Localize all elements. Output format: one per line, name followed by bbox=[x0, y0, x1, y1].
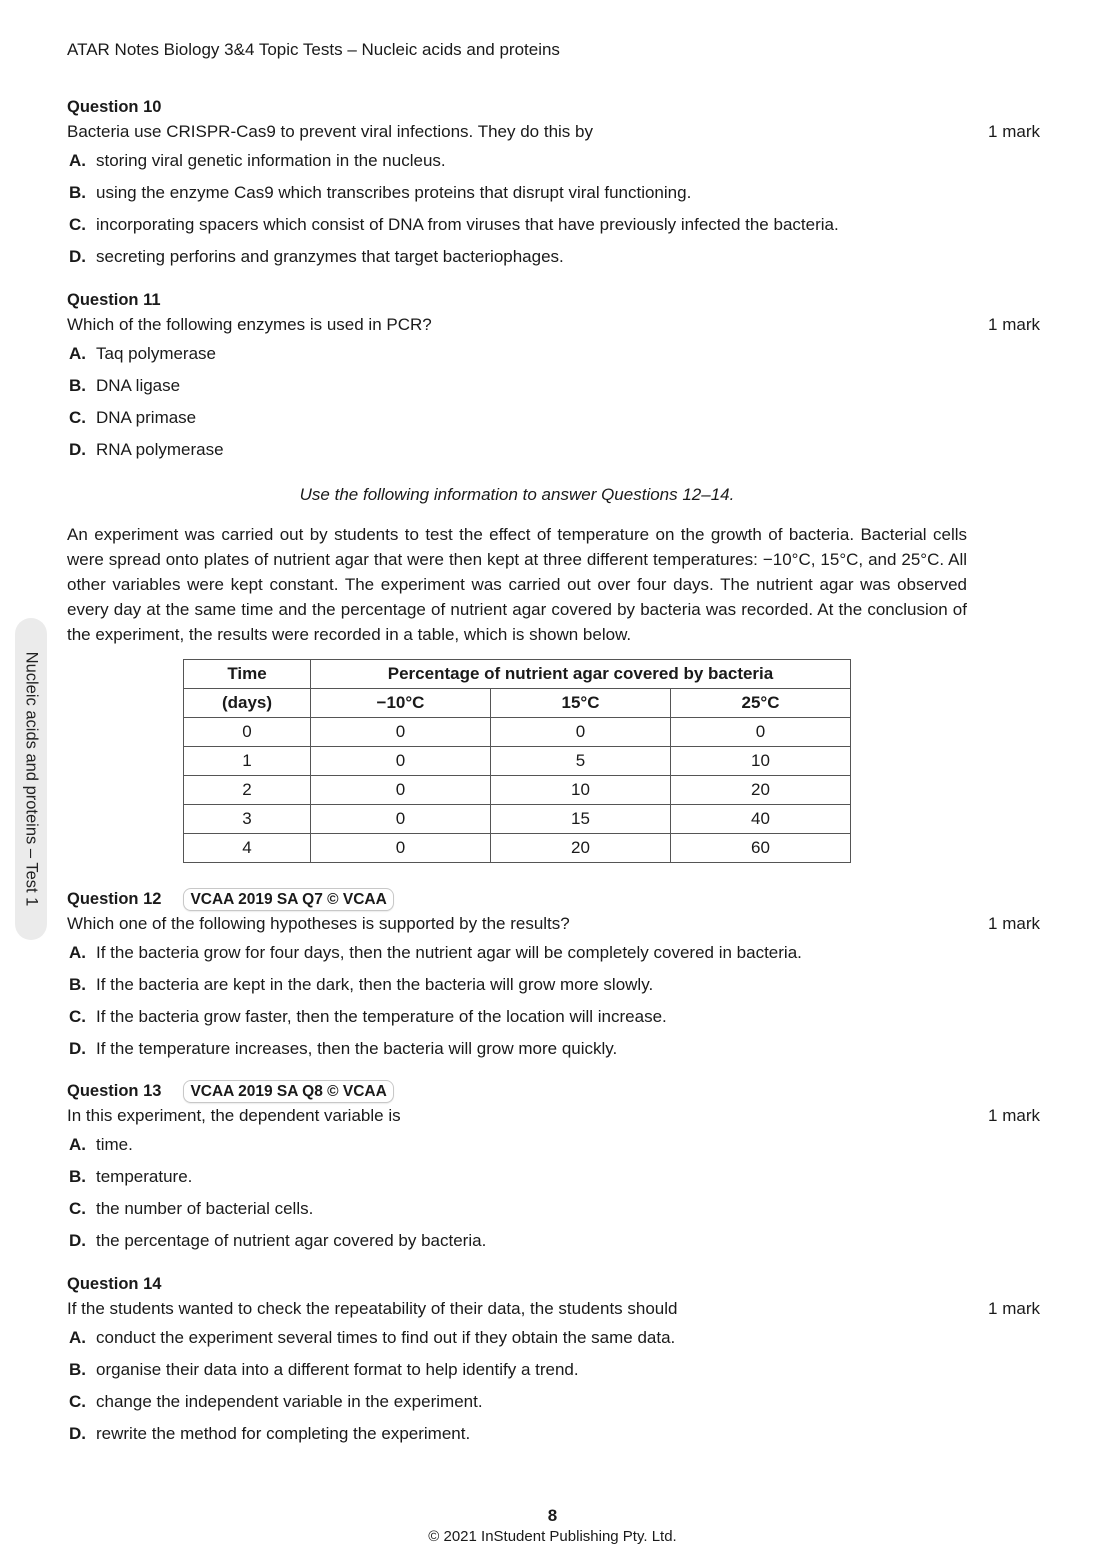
option-a[interactable] bbox=[67, 145, 1042, 177]
option-b[interactable] bbox=[67, 1354, 1042, 1386]
table-cell: 3 bbox=[184, 805, 311, 834]
option-text: If the bacteria grow for four days, then the nutrient agar will be completely covered in bacteria. bbox=[96, 943, 802, 962]
group-header: Percentage of nutrient agar covered by bacteria bbox=[311, 660, 851, 689]
option-c[interactable] bbox=[67, 402, 1042, 434]
option-text: storing viral genetic information in the nucleus. bbox=[96, 151, 446, 170]
option-a[interactable] bbox=[67, 937, 1042, 969]
copyright: © 2021 InStudent Publishing Pty. Ltd. bbox=[428, 1528, 677, 1545]
option-letter: C. bbox=[69, 1392, 86, 1411]
table-row bbox=[184, 834, 851, 863]
option-c[interactable] bbox=[67, 1001, 1042, 1033]
question-title-text: Question 13 bbox=[67, 1082, 162, 1100]
option-d[interactable] bbox=[67, 1033, 1042, 1065]
marks-label: 1 mark bbox=[988, 1299, 1040, 1318]
option-text: If the bacteria are kept in the dark, then the bacteria will grow more slowly. bbox=[96, 975, 654, 994]
table-cell: 0 bbox=[671, 718, 851, 747]
column-header: 15°C bbox=[491, 689, 671, 718]
option-c[interactable] bbox=[67, 1193, 1042, 1225]
side-tab-label: Nucleic acids and proteins – Test 1 bbox=[22, 651, 41, 907]
question-stem bbox=[67, 1296, 1042, 1322]
option-text: time. bbox=[96, 1135, 133, 1154]
option-letter: B. bbox=[69, 1360, 86, 1379]
source-badge: VCAA 2019 SA Q8 © VCAA bbox=[183, 1080, 393, 1103]
option-letter: A. bbox=[69, 1328, 86, 1347]
option-text: If the temperature increases, then the bacteria will grow more quickly. bbox=[96, 1039, 618, 1058]
question-title bbox=[67, 1079, 1042, 1103]
table-cell: 10 bbox=[671, 747, 851, 776]
option-letter: C. bbox=[69, 408, 86, 427]
table-cell: 5 bbox=[491, 747, 671, 776]
option-text: the percentage of nutrient agar covered by bacteria. bbox=[96, 1231, 487, 1250]
option-text: conduct the experiment several times to find out if they obtain the same data. bbox=[96, 1328, 676, 1347]
table-row bbox=[184, 805, 851, 834]
table-cell: 0 bbox=[311, 747, 491, 776]
option-d[interactable] bbox=[67, 241, 1042, 273]
question-stem bbox=[67, 911, 1042, 937]
option-text: incorporating spacers which consist of DNA from viruses that have previously infected the bacteria. bbox=[96, 215, 839, 234]
table-cell: 2 bbox=[184, 776, 311, 805]
option-letter: B. bbox=[69, 1167, 86, 1186]
option-letter: D. bbox=[69, 247, 86, 266]
question-11 bbox=[67, 288, 1042, 466]
option-d[interactable] bbox=[67, 434, 1042, 466]
table-cell: 4 bbox=[184, 834, 311, 863]
option-text: DNA ligase bbox=[96, 376, 181, 395]
option-letter: A. bbox=[69, 943, 86, 962]
side-tab bbox=[15, 618, 47, 940]
option-text: DNA primase bbox=[96, 408, 197, 427]
option-b[interactable] bbox=[67, 370, 1042, 402]
table-cell: 10 bbox=[491, 776, 671, 805]
question-title bbox=[67, 95, 1042, 119]
option-c[interactable] bbox=[67, 1386, 1042, 1418]
table-cell: 20 bbox=[491, 834, 671, 863]
question-title-text: Question 10 bbox=[67, 98, 162, 116]
option-text: RNA polymerase bbox=[96, 440, 224, 459]
table-row bbox=[184, 747, 851, 776]
option-text: If the bacteria grow faster, then the temperature of the location will increase. bbox=[96, 1007, 667, 1026]
marks-label: 1 mark bbox=[988, 1106, 1040, 1125]
option-text: rewrite the method for completing the experiment. bbox=[96, 1424, 471, 1443]
table-row bbox=[184, 776, 851, 805]
stem-text: Bacteria use CRISPR-Cas9 to prevent viral infections. They do this by bbox=[67, 122, 593, 141]
question-14 bbox=[67, 1272, 1042, 1450]
question-stem bbox=[67, 1103, 1042, 1129]
results-table bbox=[183, 659, 851, 863]
option-a[interactable] bbox=[67, 1322, 1042, 1354]
question-stem bbox=[67, 312, 1042, 338]
question-title-text: Question 14 bbox=[67, 1275, 162, 1293]
question-10 bbox=[67, 95, 1042, 273]
question-12 bbox=[67, 887, 1042, 1065]
option-letter: D. bbox=[69, 440, 86, 459]
option-letter: A. bbox=[69, 1135, 86, 1154]
running-header: ATAR Notes Biology 3&4 Topic Tests – Nucleic acids and proteins bbox=[67, 40, 560, 59]
question-title-text: Question 11 bbox=[67, 291, 161, 309]
option-b[interactable] bbox=[67, 177, 1042, 209]
option-letter: B. bbox=[69, 975, 86, 994]
option-text: temperature. bbox=[96, 1167, 193, 1186]
table-cell: 40 bbox=[671, 805, 851, 834]
option-d[interactable] bbox=[67, 1225, 1042, 1257]
option-letter: D. bbox=[69, 1039, 86, 1058]
option-b[interactable] bbox=[67, 1161, 1042, 1193]
option-text: change the independent variable in the experiment. bbox=[96, 1392, 483, 1411]
time-header-line1: Time bbox=[227, 664, 267, 683]
option-letter: A. bbox=[69, 344, 86, 363]
question-title bbox=[67, 1272, 1042, 1296]
table-cell: 15 bbox=[491, 805, 671, 834]
option-letter: C. bbox=[69, 215, 86, 234]
stimulus-paragraph: An experiment was carried out by students to test the effect of temperature on the growth of bacteria. Bacterial cells were spread onto plates of nutrient agar that were then kept at three different temperatures: −10°C, 15°C, and 25°C. All other variables were kept constant. The experiment was carried out over four days. The nutrient agar was observed every day at the same time and the percentage of nutrient agar covered by bacteria was recorded. At the conclusion of the experiment, the results were recorded in a table, which is shown below. bbox=[67, 525, 967, 644]
table-cell: 20 bbox=[671, 776, 851, 805]
option-text: secreting perforins and granzymes that target bacteriophages. bbox=[96, 247, 564, 266]
option-text: Taq polymerase bbox=[96, 344, 217, 363]
table-cell: 0 bbox=[184, 718, 311, 747]
source-badge: VCAA 2019 SA Q7 © VCAA bbox=[183, 888, 393, 911]
table-row bbox=[184, 718, 851, 747]
column-header: 25°C bbox=[671, 689, 851, 718]
stem-text: If the students wanted to check the repeatability of their data, the students should bbox=[67, 1299, 678, 1318]
option-b[interactable] bbox=[67, 969, 1042, 1001]
marks-label: 1 mark bbox=[988, 914, 1040, 933]
table-cell: 0 bbox=[491, 718, 671, 747]
option-letter: B. bbox=[69, 183, 86, 202]
table-cell: 60 bbox=[671, 834, 851, 863]
stem-text: Which one of the following hypotheses is supported by the results? bbox=[67, 914, 570, 933]
option-letter: A. bbox=[69, 151, 86, 170]
option-a[interactable] bbox=[67, 338, 1042, 370]
table-cell: 0 bbox=[311, 805, 491, 834]
option-text: using the enzyme Cas9 which transcribes proteins that disrupt viral functioning. bbox=[96, 183, 692, 202]
stimulus-intro: Use the following information to answer Questions 12–14. bbox=[299, 485, 735, 504]
option-d[interactable] bbox=[67, 1418, 1042, 1450]
question-title-text: Question 12 bbox=[67, 890, 162, 908]
option-letter: B. bbox=[69, 376, 86, 395]
option-letter: D. bbox=[69, 1424, 86, 1443]
page-number: 8 bbox=[547, 1506, 558, 1525]
time-header bbox=[184, 660, 311, 689]
question-13 bbox=[67, 1079, 1042, 1257]
option-text: organise their data into a different format to help identify a trend. bbox=[96, 1360, 579, 1379]
time-header-sub: (days) bbox=[184, 689, 311, 718]
option-a[interactable] bbox=[67, 1129, 1042, 1161]
option-letter: C. bbox=[69, 1007, 86, 1026]
stem-text: In this experiment, the dependent variable is bbox=[67, 1106, 401, 1125]
option-c[interactable] bbox=[67, 209, 1042, 241]
table-cell: 0 bbox=[311, 718, 491, 747]
option-text: the number of bacterial cells. bbox=[96, 1199, 314, 1218]
option-letter: D. bbox=[69, 1231, 86, 1250]
marks-label: 1 mark bbox=[988, 122, 1040, 141]
marks-label: 1 mark bbox=[988, 315, 1040, 334]
option-letter: C. bbox=[69, 1199, 86, 1218]
table-cell: 0 bbox=[311, 776, 491, 805]
question-title bbox=[67, 288, 1042, 312]
stem-text: Which of the following enzymes is used in PCR? bbox=[67, 315, 432, 334]
question-title bbox=[67, 887, 1042, 911]
question-stem bbox=[67, 119, 1042, 145]
table-cell: 0 bbox=[311, 834, 491, 863]
table-cell: 1 bbox=[184, 747, 311, 776]
column-header: −10°C bbox=[311, 689, 491, 718]
